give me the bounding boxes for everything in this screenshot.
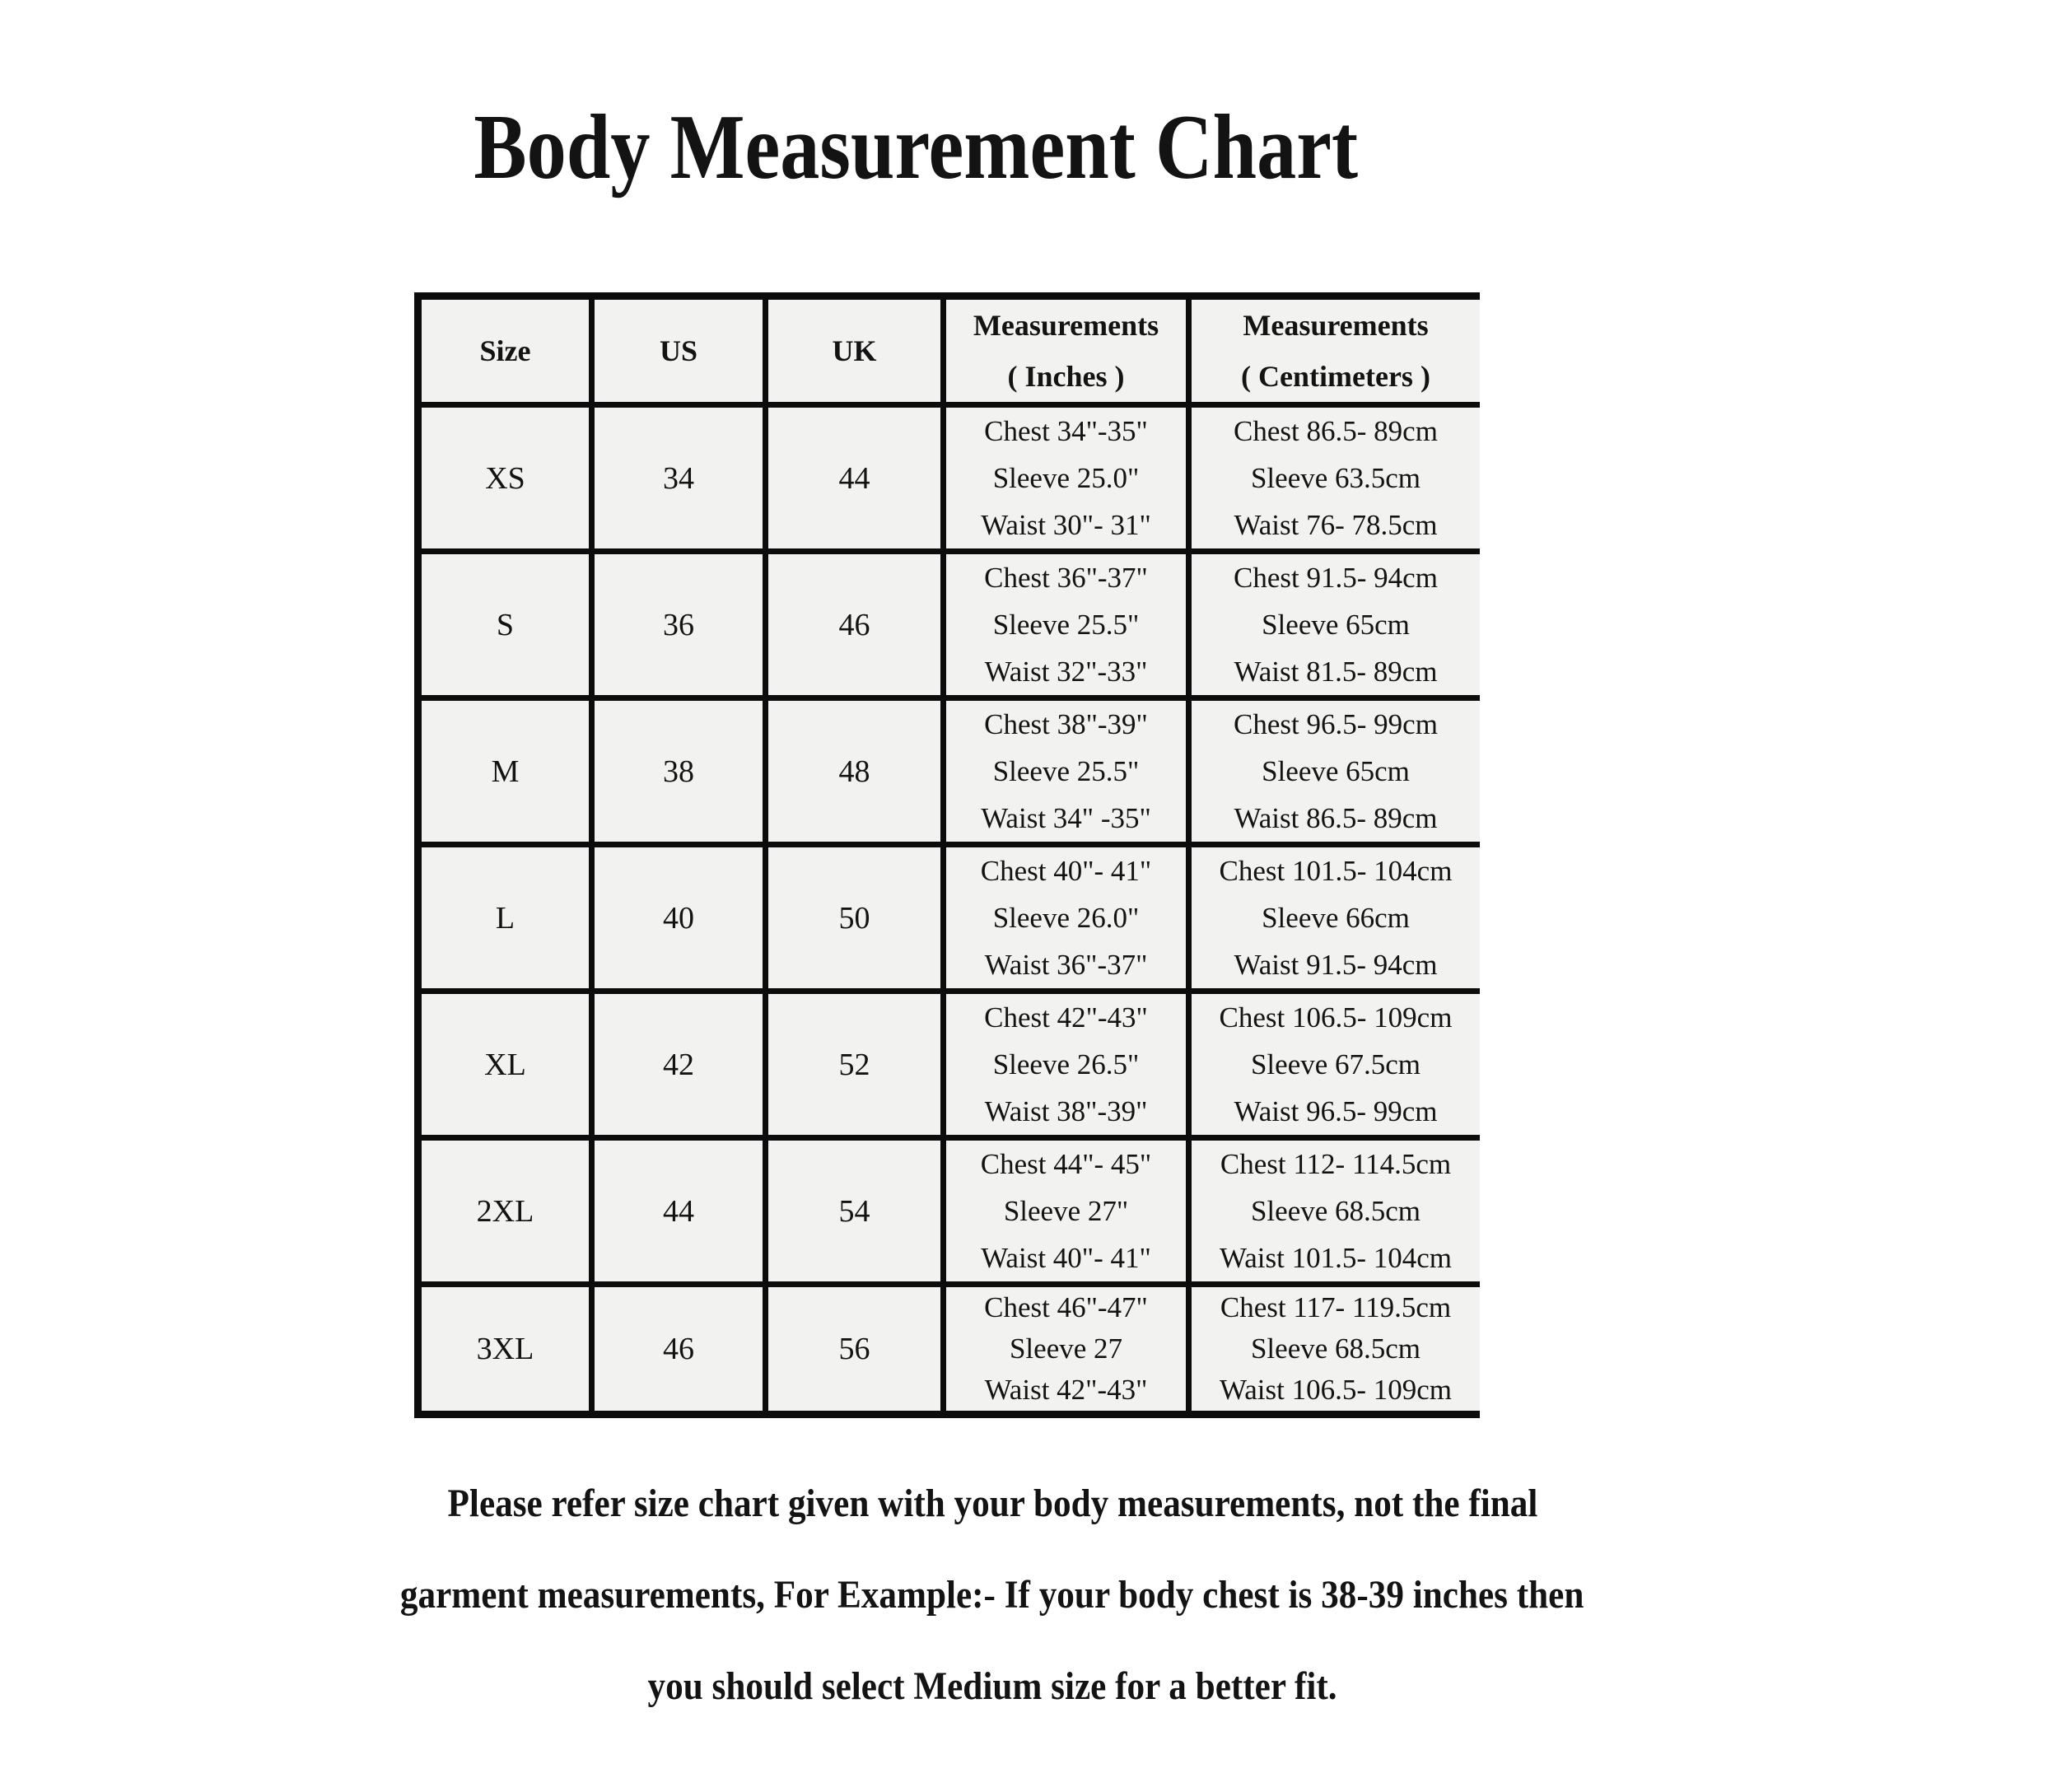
chest-centimeters: Chest 112- 114.5cm xyxy=(1220,1148,1452,1180)
sleeve-inches: Sleeve 27 xyxy=(1009,1332,1123,1365)
chest-centimeters: Chest 117- 119.5cm xyxy=(1220,1291,1452,1323)
waist-centimeters: Waist 76- 78.5cm xyxy=(1234,509,1438,541)
sleeve-inches: Sleeve 25.5" xyxy=(992,609,1140,641)
table-row-3xl xyxy=(418,1285,1481,1415)
header-uk: UK xyxy=(766,296,944,405)
footer-note-line-3 xyxy=(0,1664,1985,1709)
centimeters-measurements-cell xyxy=(1189,698,1481,845)
waist-inches: Waist 40"- 41" xyxy=(981,1242,1151,1274)
uk-size-cell: 54 xyxy=(766,1138,944,1285)
chest-centimeters: Chest 91.5- 94cm xyxy=(1234,562,1438,594)
inches-measurements-cell xyxy=(944,1138,1189,1285)
header-us: US xyxy=(592,296,766,405)
sleeve-centimeters: Sleeve 66cm xyxy=(1262,902,1410,934)
header-measurements-centimeters xyxy=(1189,296,1481,405)
size-cell: S xyxy=(418,552,592,698)
header-measurements-inches xyxy=(944,296,1189,405)
size-cell: XL xyxy=(418,992,592,1138)
waist-inches: Waist 42"-43" xyxy=(984,1374,1148,1406)
size-cell: XS xyxy=(418,405,592,552)
chest-centimeters: Chest 106.5- 109cm xyxy=(1219,1001,1453,1034)
centimeters-measurements-cell xyxy=(1189,992,1481,1138)
footer-note-line-1-text: Please refer size chart given with your body measurements, not the final xyxy=(447,1482,1537,1525)
chest-centimeters: Chest 86.5- 89cm xyxy=(1234,415,1438,447)
header-row xyxy=(418,296,1481,405)
sleeve-centimeters: Sleeve 67.5cm xyxy=(1250,1048,1421,1080)
footer-note-line-2-text: garment measurements, For Example:- If your body chest is 38-39 inches then xyxy=(400,1573,1584,1617)
chest-inches: Chest 40"- 41" xyxy=(980,855,1152,887)
size-chart-table-container xyxy=(414,292,1480,1441)
inches-measurements-cell xyxy=(944,552,1189,698)
chest-inches: Chest 34"-35" xyxy=(984,415,1148,447)
page-title-text: Body Measurement Chart xyxy=(474,96,1358,198)
sleeve-centimeters: Sleeve 65cm xyxy=(1262,755,1410,787)
uk-size-cell: 44 xyxy=(766,405,944,552)
uk-size-cell: 50 xyxy=(766,845,944,992)
centimeters-measurements-cell xyxy=(1189,845,1481,992)
table-row-2xl xyxy=(418,1138,1481,1285)
inches-measurements-cell xyxy=(944,1285,1189,1415)
footer-note-line-2 xyxy=(0,1572,1985,1617)
table-row-m xyxy=(418,698,1481,845)
centimeters-measurements-cell xyxy=(1189,405,1481,552)
table-row-l xyxy=(418,845,1481,992)
sleeve-centimeters: Sleeve 65cm xyxy=(1262,609,1410,641)
waist-inches: Waist 38"-39" xyxy=(984,1095,1148,1127)
sleeve-inches: Sleeve 27" xyxy=(1003,1195,1129,1227)
size-cell: L xyxy=(418,845,592,992)
uk-size-cell: 48 xyxy=(766,698,944,845)
header-size: Size xyxy=(418,296,592,405)
waist-centimeters: Waist 101.5- 104cm xyxy=(1220,1242,1452,1274)
us-size-cell: 38 xyxy=(592,698,766,845)
waist-inches: Waist 34" -35" xyxy=(981,802,1151,834)
us-size-cell: 40 xyxy=(592,845,766,992)
sleeve-inches: Sleeve 26.0" xyxy=(992,902,1140,934)
chest-inches: Chest 42"-43" xyxy=(984,1001,1148,1034)
sleeve-inches: Sleeve 25.0" xyxy=(992,462,1140,494)
table-row-s xyxy=(418,552,1481,698)
sleeve-centimeters: Sleeve 63.5cm xyxy=(1250,462,1421,494)
waist-inches: Waist 30"- 31" xyxy=(981,509,1151,541)
centimeters-measurements-cell xyxy=(1189,1138,1481,1285)
uk-size-cell: 46 xyxy=(766,552,944,698)
header-measurements-inches-line1: Measurements xyxy=(973,309,1159,342)
size-cell: M xyxy=(418,698,592,845)
chest-inches: Chest 36"-37" xyxy=(984,562,1148,594)
header-measurements-centimeters-line2: ( Centimeters ) xyxy=(1241,360,1430,393)
us-size-cell: 34 xyxy=(592,405,766,552)
sleeve-inches: Sleeve 25.5" xyxy=(992,755,1140,787)
footer-note-line-1 xyxy=(0,1481,1985,1526)
waist-inches: Waist 36"-37" xyxy=(984,949,1148,981)
sleeve-inches: Sleeve 26.5" xyxy=(992,1048,1140,1080)
us-size-cell: 36 xyxy=(592,552,766,698)
inches-measurements-cell xyxy=(944,845,1189,992)
inches-measurements-cell xyxy=(944,698,1189,845)
us-size-cell: 42 xyxy=(592,992,766,1138)
size-chart-table xyxy=(414,292,1480,1418)
header-measurements-inches-line2: ( Inches ) xyxy=(1007,360,1125,393)
inches-measurements-cell xyxy=(944,992,1189,1138)
waist-centimeters: Waist 86.5- 89cm xyxy=(1234,802,1438,834)
sleeve-centimeters: Sleeve 68.5cm xyxy=(1250,1195,1421,1227)
inches-measurements-cell xyxy=(944,405,1189,552)
table-row-xl xyxy=(418,992,1481,1138)
sleeve-centimeters: Sleeve 68.5cm xyxy=(1250,1332,1421,1365)
chest-inches: Chest 38"-39" xyxy=(984,708,1148,740)
header-measurements-centimeters-line1: Measurements xyxy=(1243,309,1429,342)
uk-size-cell: 52 xyxy=(766,992,944,1138)
table-row-xs xyxy=(418,405,1481,552)
size-cell: 3XL xyxy=(418,1285,592,1415)
waist-centimeters: Waist 106.5- 109cm xyxy=(1220,1374,1452,1406)
waist-centimeters: Waist 91.5- 94cm xyxy=(1234,949,1438,981)
chest-inches: Chest 46"-47" xyxy=(984,1291,1148,1323)
chest-centimeters: Chest 101.5- 104cm xyxy=(1219,855,1453,887)
waist-centimeters: Waist 96.5- 99cm xyxy=(1234,1095,1438,1127)
centimeters-measurements-cell xyxy=(1189,552,1481,698)
waist-inches: Waist 32"-33" xyxy=(984,656,1148,688)
waist-centimeters: Waist 81.5- 89cm xyxy=(1234,656,1438,688)
centimeters-measurements-cell xyxy=(1189,1285,1481,1415)
uk-size-cell: 56 xyxy=(766,1285,944,1415)
footer-note-line-3-text: you should select Medium size for a better fit. xyxy=(647,1664,1337,1708)
size-cell: 2XL xyxy=(418,1138,592,1285)
us-size-cell: 46 xyxy=(592,1285,766,1415)
chest-centimeters: Chest 96.5- 99cm xyxy=(1234,708,1438,740)
page-title xyxy=(329,97,1502,198)
us-size-cell: 44 xyxy=(592,1138,766,1285)
chest-inches: Chest 44"- 45" xyxy=(980,1148,1152,1180)
